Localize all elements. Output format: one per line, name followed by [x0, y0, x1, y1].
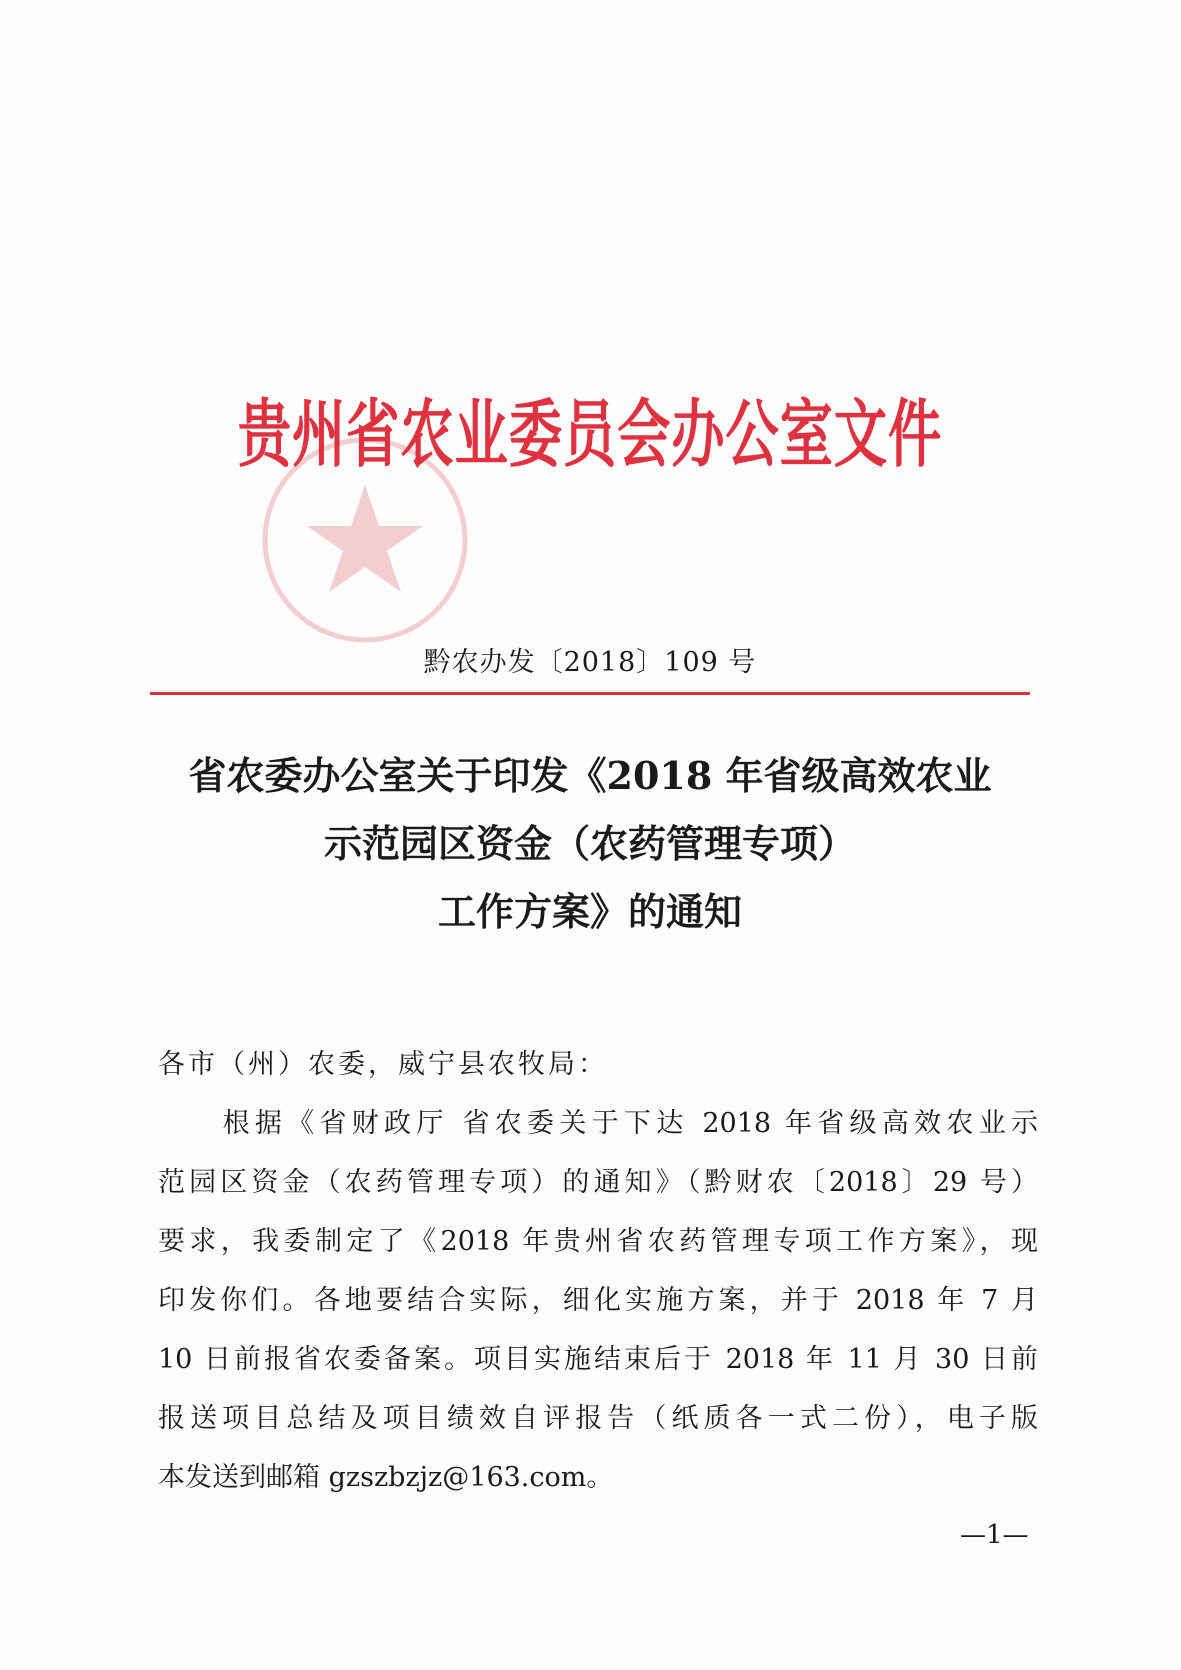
- addressee-line: 各市（州）农委，威宁县农牧局：: [158, 1049, 608, 1080]
- title-line: 省农委办公室关于印发《2018 年省级高效农业: [188, 753, 992, 798]
- body-line: 要求，我委制定了《2018 年贵州省农药管理专项工作方案》，现: [158, 1226, 1038, 1257]
- body-line: 10 日前报省农委备案。项目实施结束后于 2018 年 11 月 30 日前: [158, 1344, 1038, 1375]
- title-line: 工作方案》的通知: [437, 889, 742, 934]
- page-number: —1—: [960, 1520, 1029, 1550]
- body-line: 范园区资金（农药管理专项）的通知》（黔财农〔2018〕29 号）: [158, 1167, 1038, 1198]
- document-number: 黔农办发〔2018〕109 号: [423, 647, 757, 678]
- body-line: 印发你们。各地要结合实际，细化实施方案，并于 2018 年 7 月: [158, 1285, 1038, 1316]
- title-line: 示范园区资金（农药管理专项）: [323, 821, 856, 866]
- body-line: 本发送到邮箱 gzszbzjz@163.com。: [158, 1462, 614, 1493]
- body-paragraph: [158, 1094, 1038, 1507]
- issuing-authority-masthead: 贵州省农业委员会办公室文件: [237, 390, 943, 478]
- body-line: 根据《省财政厅 省农委关于下达 2018 年省级高效农业示: [158, 1108, 1038, 1139]
- red-separator-line: [150, 692, 1030, 695]
- body-line: 报送项目总结及项目绩效自评报告（纸质各一式二份），电子版: [158, 1403, 1038, 1434]
- notice-title: [140, 742, 1040, 946]
